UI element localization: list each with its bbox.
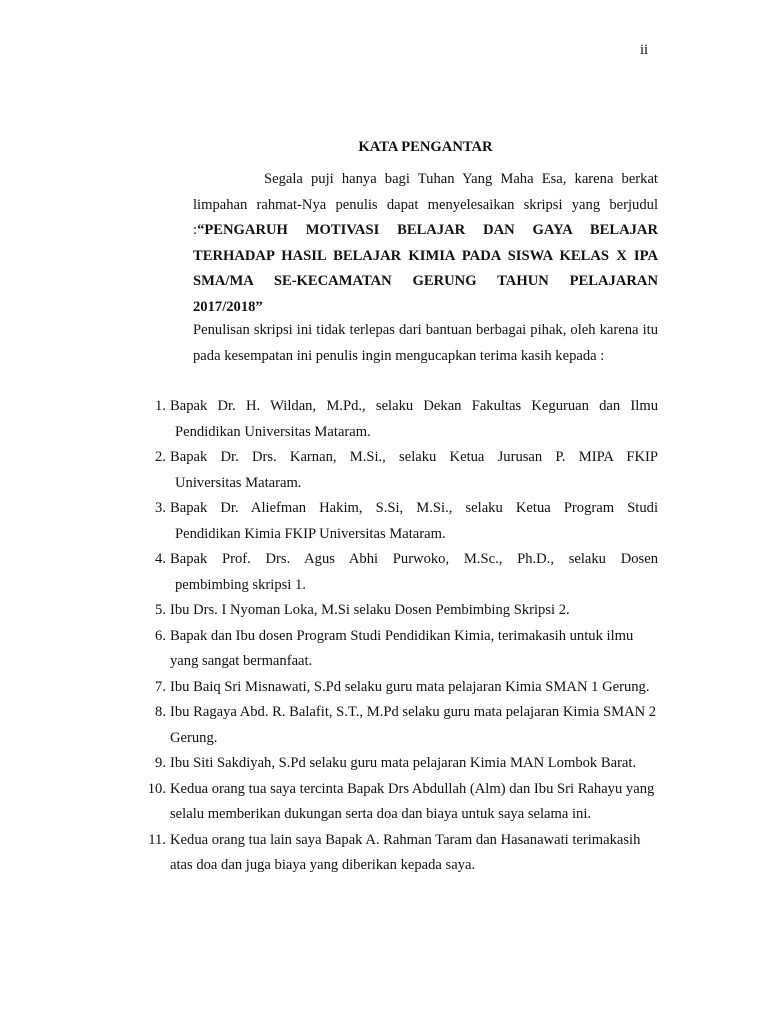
list-item-text: Bapak Prof. Drs. Agus Abhi Purwoko, M.Sc., Ph.D., selaku Dosen [170, 551, 658, 567]
list-item [130, 675, 658, 701]
acknowledgement-list [130, 394, 658, 879]
list-item [130, 828, 658, 879]
list-item-number: 4. [155, 551, 166, 567]
list-item [130, 700, 658, 751]
list-item-number: 9. [155, 755, 166, 771]
list-item-text: Ibu Siti Sakdiyah, S.Pd selaku guru mata pelajaran Kimia MAN Lombok Barat. [170, 755, 637, 771]
thesis-title: “PENGARUH MOTIVASI BELAJAR DAN GAYA BELAJAR TERHADAP HASIL BELAJAR KIMIA PADA SISWA KELAS X IPA SMA/MA SE-KECAMATAN GERUNG TAHUN PELAJARAN 2017/2018” [193, 222, 658, 315]
list-item-number: 10. [147, 780, 166, 797]
intro-paragraph-2-text: Penulisan skripsi ini tidak terlepas dari bantuan berbagai pihak, oleh karena itu pada kesempatan ini penulis ingin mengucapkan terima kasih kepada : [193, 322, 658, 364]
list-item [130, 751, 658, 777]
list-item-number: 8. [155, 704, 166, 720]
list-item-text: Bapak Dr. Aliefman Hakim, S.Si, M.Si., selaku Ketua Program Studi [170, 500, 658, 516]
list-item-text: Kedua orang tua saya tercinta Bapak Drs Abdullah (Alm) dan Ibu Sri Rahayu yang selalu memberikan dukungan serta doa dan biaya untuk saya selama ini. [170, 780, 655, 822]
list-item-text: Ibu Baiq Sri Misnawati, S.Pd selaku guru mata pelajaran Kimia SMAN 1 Gerung. [170, 678, 650, 695]
list-item-text: Ibu Drs. I Nyoman Loka, M.Si selaku Dosen Pembimbing Skripsi 2. [170, 602, 570, 618]
list-item [130, 547, 658, 598]
list-item-number: 6. [155, 627, 166, 644]
list-item-number: 7. [155, 678, 166, 695]
list-item-number: 5. [155, 602, 166, 618]
list-item [130, 777, 658, 828]
list-item [130, 394, 658, 445]
list-item-text: Bapak dan Ibu dosen Program Studi Pendidikan Kimia, terimakasih untuk ilmu yang sangat bermanfaat. [170, 627, 634, 669]
intro-paragraph-2 [193, 318, 658, 369]
page-title: KATA PENGANTAR [358, 139, 493, 155]
list-item-text-continued: pembimbing skripsi 1. [175, 576, 306, 593]
list-item-text-continued: Pendidikan Kimia FKIP Universitas Mataram. [175, 525, 446, 542]
intro-paragraph-1 [193, 167, 658, 320]
intro-paragraph-1-text: Segala puji hanya bagi Tuhan Yang Maha Esa, karena berkat limpahan rahmat-Nya penulis dapat menyelesaikan skripsi yang berjudul : [193, 171, 658, 238]
list-item [130, 496, 658, 547]
list-item [130, 598, 658, 624]
list-item-text: Ibu Ragaya Abd. R. Balafit, S.T., M.Pd selaku guru mata pelajaran Kimia SMAN 2 Gerung. [170, 704, 657, 746]
list-item-text: Kedua orang tua lain saya Bapak A. Rahman Taram dan Hasanawati terimakasih atas doa dan juga biaya yang diberikan kepada saya. [170, 831, 641, 873]
list-item-text: Bapak Dr. H. Wildan, M.Pd., selaku Dekan Fakultas Keguruan dan Ilmu [170, 398, 658, 414]
list-item-text: Bapak Dr. Drs. Karnan, M.Si., selaku Ketua Jurusan P. MIPA FKIP [170, 449, 658, 465]
list-item-number: 2. [155, 449, 166, 465]
list-item-number: 11. [148, 831, 166, 848]
list-item-number: 1. [155, 398, 166, 414]
list-item-text-continued: Universitas Mataram. [175, 474, 302, 491]
list-item [130, 445, 658, 496]
list-item [130, 624, 658, 675]
list-item-number: 3. [155, 500, 166, 516]
list-item-text-continued: Pendidikan Universitas Mataram. [175, 423, 371, 440]
page-number: ii [640, 42, 649, 58]
